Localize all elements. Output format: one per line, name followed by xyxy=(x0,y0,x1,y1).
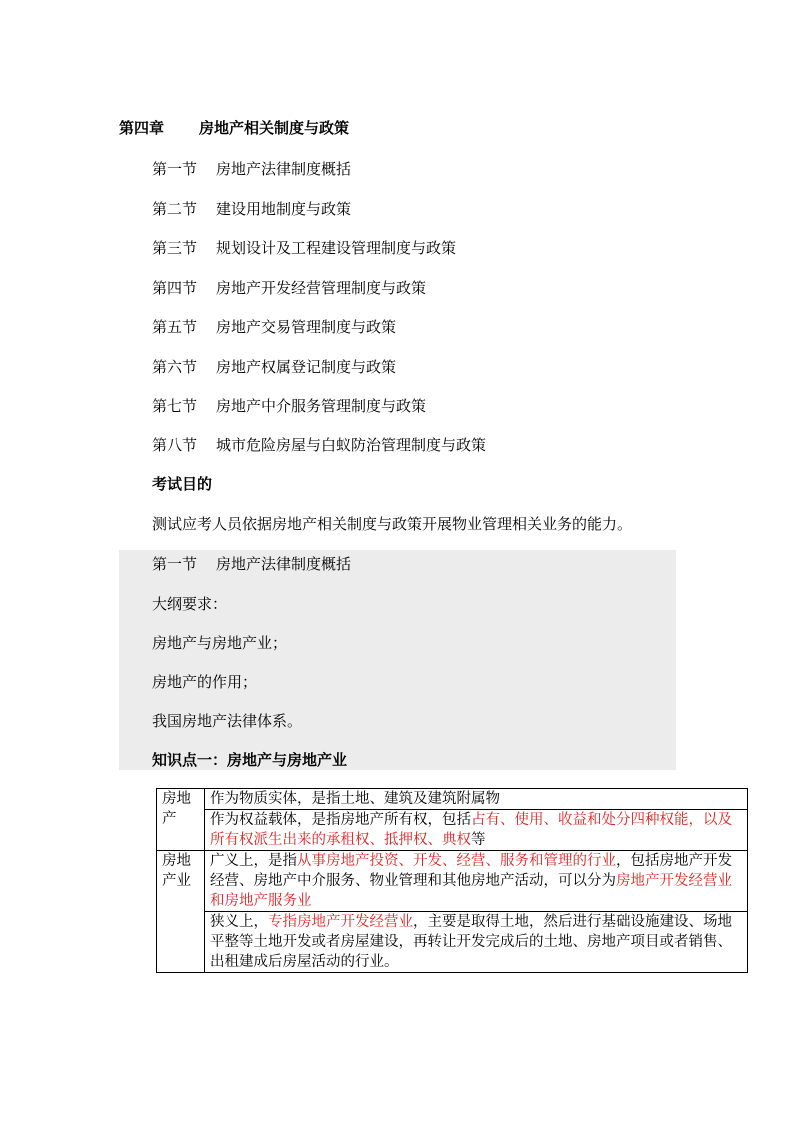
toc-title: 房地产权属登记制度与政策 xyxy=(216,358,397,376)
toc-item-1 xyxy=(152,158,351,179)
chapter-number: 第四章 xyxy=(119,119,165,137)
toc-title: 规划设计及工程建设管理制度与政策 xyxy=(216,239,457,257)
toc-item-5 xyxy=(152,316,396,337)
exam-heading: 考试目的 xyxy=(152,475,213,493)
outline-item-1: 房地产与房地产业； xyxy=(152,634,288,652)
highlight-text: 从事房地产投资、开发、经营、服务和管理的行业 xyxy=(297,853,616,869)
toc-title: 建设用地制度与政策 xyxy=(216,200,352,218)
outline-label: 大纲要求： xyxy=(152,595,228,613)
toc-section: 第七节 xyxy=(152,397,198,415)
definition-cell xyxy=(205,912,748,973)
definition-text: 等 xyxy=(471,832,486,848)
category-cell: 房地产业 xyxy=(157,851,205,973)
toc-item-2 xyxy=(152,198,351,219)
toc-item-8 xyxy=(152,434,486,455)
toc-item-6 xyxy=(152,356,396,377)
toc-section: 第八节 xyxy=(152,436,198,454)
knowledge-heading: 知识点一：房地产与房地产业 xyxy=(152,751,348,769)
definition-text: ，主要是取得土地，然后进行基础设施建设、场地平整等土地开发或者房屋建设，再转让开发完成后的土地、房地产项目或者销售、出租建成后房屋活动的行业。 xyxy=(210,914,732,970)
toc-section: 第六节 xyxy=(152,358,198,376)
category-cell: 房地产 xyxy=(157,789,205,851)
toc-title: 房地产中介服务管理制度与政策 xyxy=(216,397,427,415)
knowledge-table xyxy=(156,788,748,973)
section1-title: 房地产法律制度概括 xyxy=(216,555,352,573)
definition-text: ，包括房地产开发经营、房地产中介服务、物业管理和其他房地产活动，可以分为 xyxy=(210,853,732,889)
highlight-text: 占有、使用、收益和处分四种权能，以及所有权派生出来的承租权、抵押权、典权 xyxy=(210,812,732,848)
toc-section: 第二节 xyxy=(152,200,198,218)
definition-cell xyxy=(205,851,748,912)
table-row xyxy=(157,912,748,973)
table-row xyxy=(157,851,748,912)
toc-title: 房地产开发经营管理制度与政策 xyxy=(216,279,427,297)
chapter-title: 房地产相关制度与政策 xyxy=(199,119,350,137)
toc-item-4 xyxy=(152,277,426,298)
definition-text: 广义上，是指 xyxy=(210,853,297,869)
toc-item-3 xyxy=(152,237,456,258)
section1-heading xyxy=(152,553,351,574)
highlight-text: 专指房地产开发经营业 xyxy=(268,914,413,930)
section1-number: 第一节 xyxy=(152,555,198,573)
definition-cell xyxy=(205,810,748,851)
toc-title: 房地产交易管理制度与政策 xyxy=(216,318,397,336)
highlight-text: 房地产开发经营业和房地产服务业 xyxy=(210,873,732,909)
toc-title: 房地产法律制度概括 xyxy=(216,160,352,178)
toc-section: 第五节 xyxy=(152,318,198,336)
toc-section: 第四节 xyxy=(152,279,198,297)
definition-text: 狭义上， xyxy=(210,914,268,930)
toc-item-7 xyxy=(152,395,426,416)
toc-section: 第三节 xyxy=(152,239,198,257)
table-row xyxy=(157,810,748,851)
outline-item-3: 我国房地产法律体系。 xyxy=(152,712,303,730)
definition-text: 作为权益载体，是指房地产所有权，包括 xyxy=(210,812,471,828)
table-row xyxy=(157,789,748,810)
chapter-heading xyxy=(119,117,349,138)
definition-cell: 作为物质实体，是指土地、建筑及建筑附属物 xyxy=(205,789,748,810)
shaded-block xyxy=(119,550,676,770)
exam-text: 测试应考人员依据房地产相关制度与政策开展物业管理相关业务的能力。 xyxy=(152,515,633,533)
toc-title: 城市危险房屋与白蚁防治管理制度与政策 xyxy=(216,436,487,454)
toc-section: 第一节 xyxy=(152,160,198,178)
outline-item-2: 房地产的作用； xyxy=(152,673,258,691)
